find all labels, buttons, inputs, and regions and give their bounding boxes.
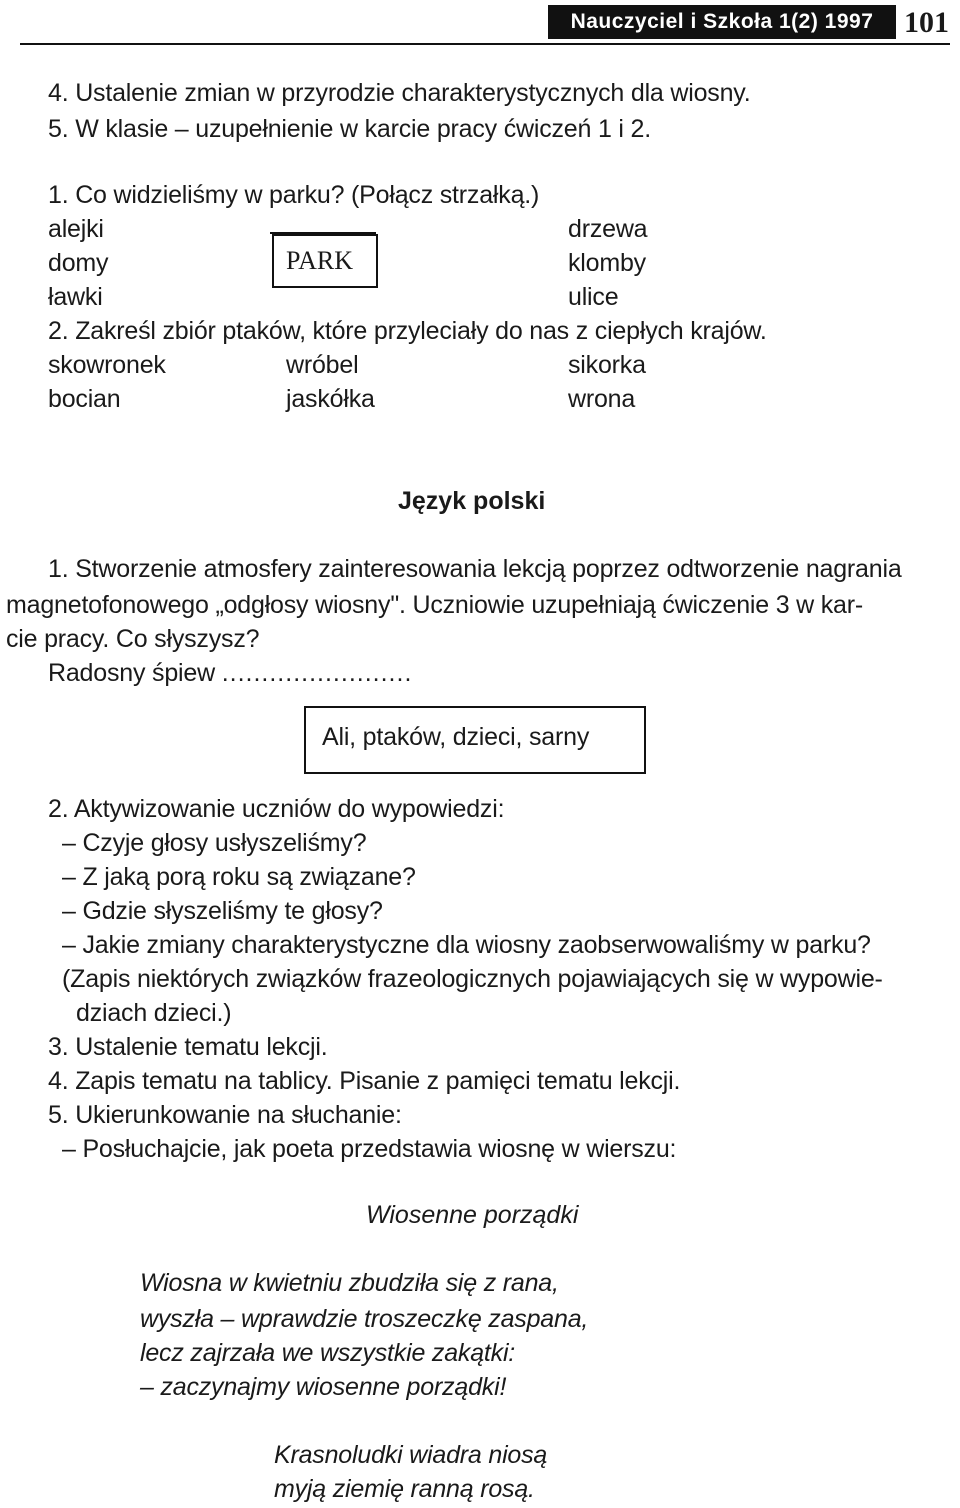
bird-word: skowronek	[48, 351, 166, 379]
fill-line-dots: ........................	[221, 659, 413, 687]
bird-word: sikorka	[568, 351, 646, 379]
step-line: – Gdzie słyszeliśmy te głosy?	[62, 897, 383, 925]
bird-word: wrona	[568, 385, 636, 413]
poem-line: wyszła – wprawdzie troszeczkę zaspana,	[140, 1305, 589, 1333]
step-line: (Zapis niektórych związków frazeologicznych pojawiających się w wypowie-	[62, 965, 883, 993]
bird-word: bocian	[48, 385, 121, 413]
poem-line: lecz zajrzała we wszystkie zakątki:	[140, 1339, 516, 1367]
fill-line	[48, 658, 412, 688]
fill-line-label: Radosny śpiew	[48, 659, 215, 687]
step-line: 2. Aktywizowanie uczniów do wypowiedzi:	[48, 795, 505, 823]
bird-word: wróbel	[286, 351, 359, 379]
intro-item-5: 5. W klasie – uzupełnienie w karcie pracy ćwiczeń 1 i 2.	[48, 115, 651, 143]
section-title: Język polski	[398, 487, 546, 515]
step-line: – Z jaką porą roku są związane?	[62, 863, 416, 891]
park-label: PARK	[286, 246, 353, 275]
paragraph-line: magnetofonowego „odgłosy wiosny". Uczniowie uzupełniają ćwiczenie 3 w kar-	[6, 591, 864, 619]
step-line: – Jakie zmiany charakterystyczne dla wiosny zaobserwowaliśmy w parku?	[62, 931, 871, 959]
poem-title: Wiosenne porządki	[366, 1201, 579, 1229]
step-line: dziach dzieci.)	[76, 999, 232, 1027]
poem-line: – zaczynajmy wiosenne porządki!	[140, 1373, 507, 1401]
step-line: 3. Ustalenie tematu lekcji.	[48, 1033, 328, 1061]
poem-line: myją ziemię ranną rosą.	[274, 1475, 535, 1503]
exercise2-question: 2. Zakreśl zbiór ptaków, które przyleciały do nas z ciepłych krajów.	[48, 317, 767, 345]
answer-box-text: Ali, ptaków, dzieci, sarny	[322, 723, 590, 751]
page-number: 101	[904, 6, 949, 39]
header-rule	[20, 43, 950, 45]
exercise1-right-word: klomby	[568, 249, 646, 277]
exercise1-right-word: drzewa	[568, 215, 648, 243]
park-box-bottom-border	[272, 286, 378, 288]
journal-header-badge: Nauczyciel i Szkoła 1(2) 1997	[548, 5, 896, 39]
step-line: 4. Zapis tematu na tablicy. Pisanie z pamięci tematu lekcji.	[48, 1067, 681, 1095]
exercise1-left-word: ławki	[48, 283, 103, 311]
exercise1-left-word: alejki	[48, 215, 104, 243]
paragraph-line: 1. Stworzenie atmosfery zainteresowania lekcją poprzez odtworzenie nagrania	[48, 555, 902, 583]
bird-word: jaskółka	[286, 385, 375, 413]
step-line: – Posłuchajcie, jak poeta przedstawia wiosnę w wierszu:	[62, 1135, 677, 1163]
exercise1-left-word: domy	[48, 249, 109, 277]
poem-line: Krasnoludki wiadra niosą	[274, 1441, 548, 1469]
step-line: – Czyje głosy usłyszeliśmy?	[62, 829, 367, 857]
paragraph-line: cie pracy. Co słyszysz?	[6, 625, 260, 653]
exercise1-right-word: ulice	[568, 283, 619, 311]
intro-item-4: 4. Ustalenie zmian w przyrodzie charakterystycznych dla wiosny.	[48, 79, 751, 107]
poem-line: Wiosna w kwietniu zbudziła się z rana,	[140, 1269, 559, 1297]
exercise1-question: 1. Co widzieliśmy w parku? (Połącz strzałką.)	[48, 181, 540, 209]
step-line: 5. Ukierunkowanie na słuchanie:	[48, 1101, 402, 1129]
